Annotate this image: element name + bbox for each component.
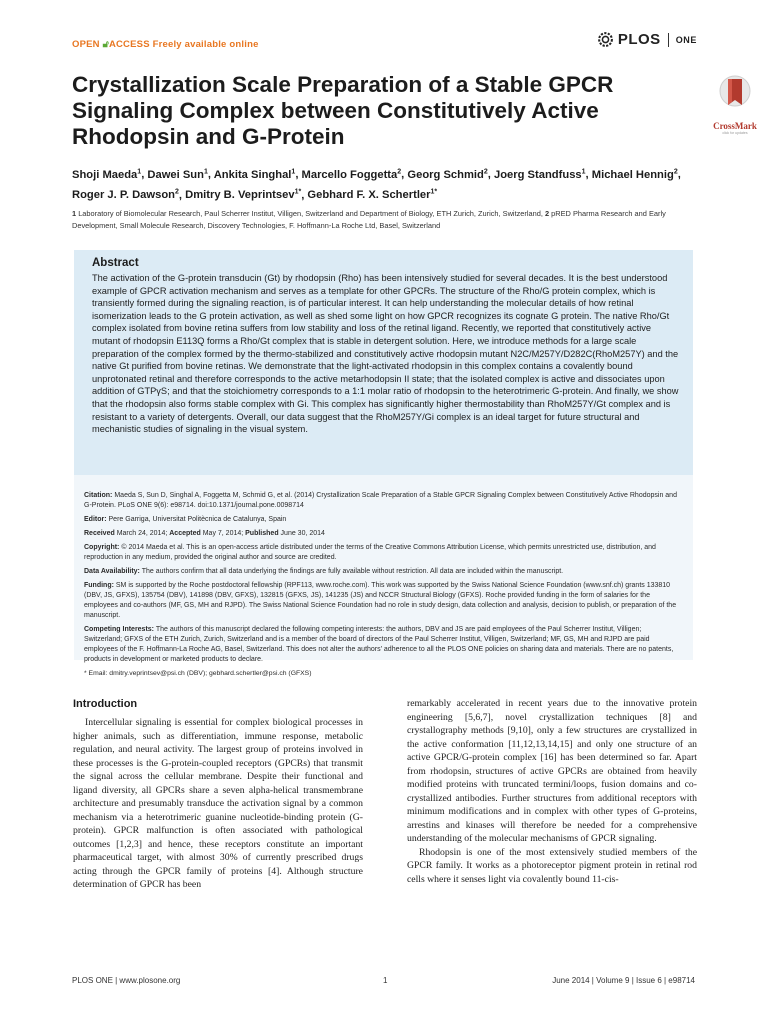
crossmark-label: CrossMark bbox=[713, 121, 757, 131]
corresponding-email[interactable]: * Email: dmitry.veprintsev@psi.ch (DBV); gebhard.schertler@psi.ch (GFXS) bbox=[84, 670, 312, 677]
crossmark-icon bbox=[719, 75, 751, 115]
open-access-banner bbox=[72, 39, 259, 50]
plos-one-logo[interactable] bbox=[597, 31, 697, 48]
author: Georg Schmid$^2$ bbox=[407, 168, 488, 181]
logo-divider bbox=[668, 33, 669, 47]
crossmark-sublabel: click for updates bbox=[722, 131, 748, 135]
intro-paragraph: remarkably accelerated in recent years due to the innovative protein engineering [5,6,7], novel crystallization techniques [8] and crystallography methods [9,10], only a few structures are crystallized in the active conformation [11,12,13,14,15] and only one structure of an active GPCR/G-protein complex [16] has been determined so far. Apart from rhodopsin, structures of active GPCRs are obtained from heavily modified proteins with truncated termini/loops, fusion domains and co-crystallized antibodies. Further structures from additional receptors with minimum modifications and in complex with other types of G-proteins, arrestins and kinases will therefore be needed for a comprehensive understanding of the molecular mechanisms of GPCR signaling. bbox=[407, 698, 697, 844]
page-number: 1 bbox=[383, 976, 388, 985]
footer-journal-url[interactable]: PLOS ONE | www.plosone.org bbox=[72, 976, 181, 985]
left-column bbox=[73, 716, 363, 892]
abstract-heading: Abstract bbox=[92, 257, 139, 269]
right-column bbox=[407, 697, 697, 886]
abstract-text: The activation of the G-protein transducin (Gt) by rhodopsin (Rho) has been intensively studied for several decades. It is the best understood example of GPCR activation mechanism and serves as a template for other GPCRs. The structure of the Rho/G protein complex, which is transiently formed during the signaling reaction, is of particular interest. It can help understanding the molecular details of how retinal isomerization leads to the G protein activation, as well as shed some light on how GPCR recognizes its cognate G protein. The native Rho/Gt complex isolated from bovine retina suffers from low stability and loss of the retinal ligand. Recently, we reported that constitutively active mutant of rhodopsin E113Q forms a Rho/Gt complex that is stable in detergent solution. Here, we introduce methods for a large scale preparation of the complex formed by the thermo-stabilized and constitutively active rhodopsin mutant N2C/M257Y/D282C(RhoM257Y) and the native Gt purified from bovine retinas. We demonstrate that the light-activated rhodopsin in this complex contains a covalently bound unprotonated retinal and therefore corresponds to the active metarhodopsin II state; that the isolated complex is active and dissociates upon addition of GTPγS; and that the stoichiometry corresponds to a 1:1 molar ratio of rhodopsin to the heterotrimeric G-protein. And finally, we show that the rhodopsin also forms stable complex with Gi. This complex has significantly higher thermostability than RhoM257Y/Gt complex and is resistant to a variety of detergents. Overall, our data suggest that the RhoM257Y/Gi complex is an ideal target for future structural and mechanistic studies of signaling in the visual system. bbox=[92, 273, 679, 435]
editor: Editor: Pere Garriga, Universitat Politècnica de Catalunya, Spain bbox=[84, 516, 287, 523]
competing-interests: Competing Interests: The authors of this manuscript declared the following competing interests: the authors, DBV and JS are paid employees of the Paul Scherrer Institut, Villigen; Switzerland; GFXS of the ETH Zurich, Zurich, Switzerland and is a member of the board of directors of the Paul Scherrer Institut, Villigen, Switzerland; MF, GS, MH and RJPD are paid employees of the F. Hoffmann-La Roche AG, Basel, Switzerland. This does not alter the authors' adherence to all the PLOS ONE policies on sharing data and materials. There are no patents, products in development or marketed products to declare. bbox=[84, 626, 674, 663]
journal-name: ONE bbox=[675, 34, 697, 45]
crossmark-badge[interactable] bbox=[705, 75, 765, 135]
article-info-box bbox=[74, 475, 693, 677]
author: Dawei Sun$^1$ bbox=[147, 168, 208, 181]
author: Michael Hennig$^2$ bbox=[591, 168, 678, 181]
author: Joerg Standfuss$^1$ bbox=[493, 168, 586, 181]
author: Roger J. P. Dawson$^2$ bbox=[72, 188, 179, 202]
introduction-heading: Introduction bbox=[73, 698, 138, 710]
plos-gear-icon bbox=[597, 31, 614, 48]
article-title: Crystallization Scale Preparation of a Stable GPCR Signaling Complex between Constitutively Active Rhodopsin and G-Protein bbox=[72, 72, 614, 149]
citation: Citation: Maeda S, Sun D, Singhal A, Foggetta M, Schmid G, et al. (2014) Crystallization Scale Preparation of a Stable GPCR Signaling Complex between Constitutively Active Rhodopsin and G-Protein. PLoS ONE 9(6): e98714. doi:10.1371/journal.pone.0098714 bbox=[84, 492, 677, 509]
author: Dmitry B. Veprintsev$^{1*}$ bbox=[185, 188, 302, 202]
author: Marcello Foggetta$^2$ bbox=[301, 168, 402, 181]
funding: Funding: SM is supported by the Roche postdoctoral fellowship (RPF113, www.roche.com). This work was supported by the Swiss National Science Foundation (www.snf.ch) grants 133810 (DBV, JS, GFXS), 135754 (DBV), 141898 (DBV, GFXS), 132815 (GFXS, JS), 141235 (JS) and NCCR Structural Biology (GFXS). Roche provided funding in the form of salaries for the employees and co-authors (MF, GS, MH and RJPD). The Swiss National Science Foundation had no role in study design, data collection and analysis, decision to publish, or preparation of the manuscript. bbox=[84, 582, 677, 619]
open-label: OPEN bbox=[72, 39, 100, 50]
author: Shoji Maeda$^1$ bbox=[72, 168, 142, 181]
author: Ankita Singhal$^1$ bbox=[213, 168, 296, 181]
affiliations: 1 Laboratory of Biomolecular Research, Paul Scherrer Institut, Villigen, Switzerland and Department of Biology, ETH Zurich, Zurich, Switzerland, 2 pRED Pharma Research and Early Development, Small Molecule Research, Discovery Technologies, F. Hoffmann-La Roche Ltd, Basel, Switzerland bbox=[72, 209, 666, 230]
open-access-lock-icon: 🔓︎ bbox=[102, 39, 109, 50]
copyright: Copyright: © 2014 Maeda et al. This is an open-access article distributed under the terms of the Creative Commons Attribution License, which permits unrestricted use, distribution, and reproduction in any medium, provided the original author and source are credited. bbox=[84, 544, 656, 561]
intro-paragraph: Intercellular signaling is essential for complex biological processes in higher animals, such as differentiation, immune response, metabolic regulation, and neural activity. The largest group of proteins involved in these processes is the G-protein-coupled receptors (GPCRs) that transmit the signal across the cellular membrane. Despite their functional and ligand diversity, all GPCRs share a seven alpha-helical transmembrane architecture and presumably transduce the activation signal by a common mechanism via a heterotrimeric guanine nucleotide-binding protein (G-protein). GPCR malfunction is often associated with pathological outcomes [1,2,3] and hence, these receptors constitute an important pharmaceutical target, with almost 30% of currently prescribed drugs acting through the GPCR family of proteins [4]. Although structure determination of GPCR has been bbox=[73, 717, 363, 890]
dates: Received March 24, 2014; Accepted May 7, 2014; Published June 30, 2014 bbox=[84, 530, 325, 537]
author: Gebhard F. X. Schertler$^{1*}$ bbox=[307, 188, 438, 202]
intro-paragraph: Rhodopsin is one of the most extensively studied members of the GPCR family. It works as a photoreceptor pigment protein in retinal rod cells where it senses light via covalently bound 11-cis- bbox=[407, 846, 697, 885]
access-label: ACCESS bbox=[108, 39, 150, 50]
plos-brand: PLOS bbox=[617, 31, 661, 48]
author-list: Shoji Maeda$^1$, Dawei Sun$^1$, Ankita Singhal$^1$, Marcello Foggetta$^2$, Georg Schmid$^2$, Joerg Standfuss$^1$, Michael Hennig$^2$, Roger J. P. Dawson$^2$, Dmitry B. Veprintsev$^{1*}$, Gebhard F. X. Schertler$^{1*}$ bbox=[72, 168, 681, 202]
data-availability: Data Availability: The authors confirm that all data underlying the findings are fully available without restriction. All data are included within the manuscript. bbox=[84, 568, 564, 575]
footer-issue-info: June 2014 | Volume 9 | Issue 6 | e98714 bbox=[552, 976, 695, 985]
abstract-box bbox=[74, 250, 693, 475]
freely-available-label: Freely available online bbox=[152, 39, 259, 50]
